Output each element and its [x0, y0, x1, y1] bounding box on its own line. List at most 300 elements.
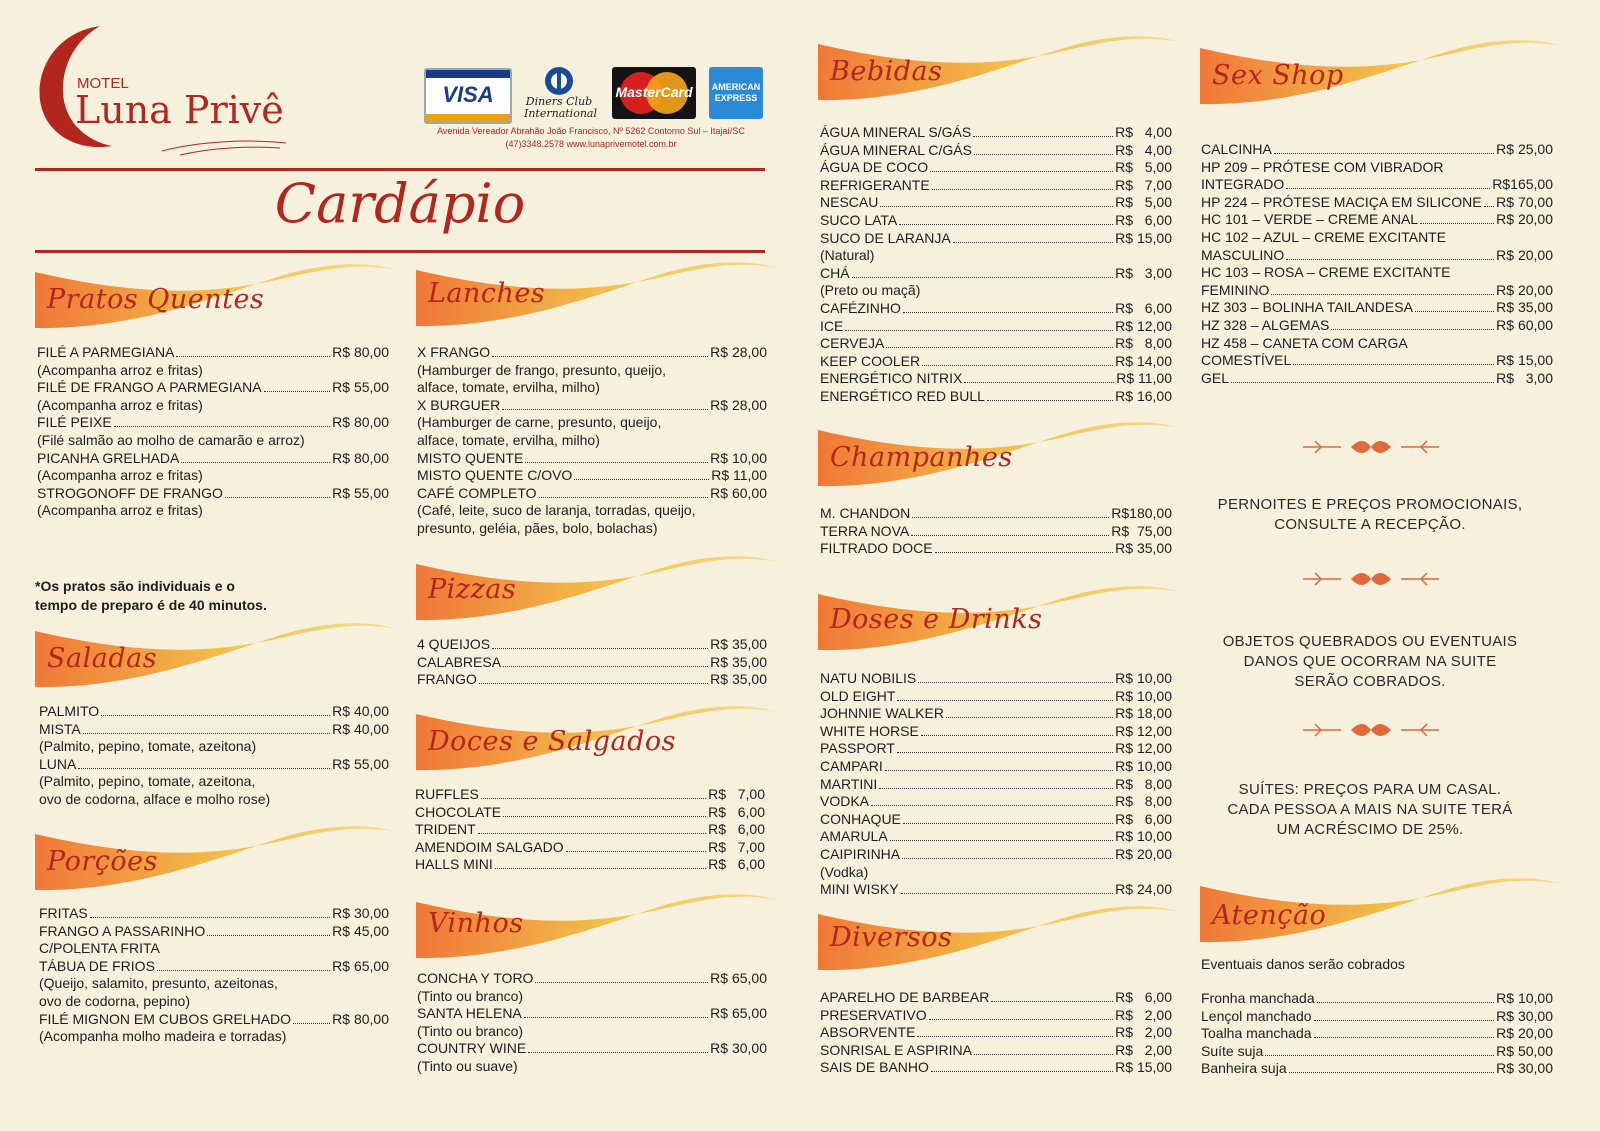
info-pernoites-line1: PERNOITES E PREÇOS PROMOCIONAIS,: [1217, 496, 1523, 513]
menu-item: [820, 388, 1172, 406]
banner-bebidas: [818, 30, 1183, 108]
menu-item-name: CAFÉZINHO: [820, 299, 901, 316]
dot-leader: [1286, 259, 1494, 260]
menu-item-name: APARELHO DE BARBEAR: [820, 989, 990, 1005]
menu-item: [1201, 1043, 1553, 1061]
dot-leader: [264, 391, 331, 392]
menu-item: [820, 300, 1172, 318]
menu-item-price: R$ 30,00: [710, 1040, 767, 1057]
menu-item-name: CAIPIRINHA: [820, 845, 901, 862]
info-objetos-line1: OBJETOS QUEBRADOS OU EVENTUAIS: [1222, 633, 1518, 650]
dot-leader: [935, 552, 1114, 553]
dot-leader: [903, 823, 1113, 824]
dot-leader: [953, 242, 1113, 243]
menu-item-name: HC 101 – VERDE – CREME ANAL: [1201, 211, 1419, 228]
menu-item-name: CHOCOLATE: [415, 803, 502, 820]
menu-item-name: FRANGO A PASSARINHO: [39, 922, 206, 939]
dot-leader: [503, 666, 708, 667]
dot-leader: [871, 805, 1113, 806]
info-suites-line2: CADA PESSOA A MAIS NA SUITE TERÁ: [1227, 801, 1513, 818]
banner-doces: [416, 700, 781, 778]
dot-leader: [1484, 206, 1495, 207]
menu-item-note: (Preto ou maçã): [820, 282, 921, 299]
menu-item-name: X FRANGO: [417, 344, 491, 360]
menu-item: [417, 485, 767, 503]
menu-item-price: R$ 8,00: [1115, 335, 1172, 352]
dot-leader: [524, 1017, 708, 1018]
menu-item: [820, 212, 1172, 230]
menu-item-price: R$ 8,00: [1115, 775, 1172, 792]
diners-card: [524, 66, 597, 120]
dot-leader: [566, 851, 707, 852]
menu-item-price: R$ 10,00: [710, 449, 767, 466]
menu-item: [415, 839, 765, 857]
menu-item: [1201, 352, 1553, 370]
menu-item-price: R$ 20,00: [1496, 211, 1553, 228]
menu-item-name: ICE: [820, 317, 844, 334]
menu-item-note: HC 103 – ROSA – CREME EXCITANTE: [1201, 264, 1451, 281]
dot-leader: [539, 497, 709, 498]
menu-item-price: R$ 20,00: [1496, 281, 1553, 298]
menu-item-price: R$ 30,00: [332, 905, 389, 921]
menu-item: [820, 740, 1172, 758]
menu-item-price: R$ 10,00: [1115, 828, 1172, 845]
menu-item: [820, 705, 1172, 723]
menu-item-name: INTEGRADO: [1201, 176, 1285, 193]
dot-leader: [897, 752, 1113, 753]
menu-item-name: ÁGUA MINERAL S/GÁS: [820, 124, 972, 140]
menu-item: [415, 804, 765, 822]
menu-item-price: R$ 7,00: [708, 786, 765, 802]
dot-leader: [535, 982, 708, 983]
menu-item-price: R$ 10,00: [1115, 757, 1172, 774]
menu-item-price: R$ 55,00: [332, 755, 389, 772]
menu-item-name: CALCINHA: [1201, 141, 1272, 157]
prep-note-line2: tempo de preparo é de 40 minutos.: [35, 597, 267, 613]
menu-item-name: HALLS MINI: [415, 856, 493, 873]
menu-item-price: R$ 80,00: [332, 449, 389, 466]
menu-item-name: Toalha manchada: [1201, 1025, 1312, 1042]
menu-item-name: MISTA: [39, 720, 81, 737]
menu-item: [820, 670, 1172, 688]
address: Avenida Vereador Abrahão João Francisco, Nº 5262 Contorno Sul – Itajaí/SC: [437, 126, 745, 136]
info-pernoites-line2: CONSULTE A RECEPÇÃO.: [1274, 516, 1466, 533]
divider-ornament: [1301, 570, 1441, 588]
dot-leader: [492, 356, 708, 357]
dot-leader: [225, 497, 330, 498]
dot-leader: [885, 770, 1113, 771]
menu-item-price: R$ 35,00: [710, 653, 767, 670]
dot-leader: [207, 935, 330, 936]
menu-item-name: CAFÉ COMPLETO: [417, 484, 537, 501]
menu-item-price: R$ 55,00: [332, 484, 389, 501]
banner-lanches: [416, 256, 781, 334]
dot-leader: [78, 768, 330, 769]
menu-item: [417, 970, 767, 988]
menu-item: [39, 703, 389, 721]
banner-vinhos: [416, 888, 781, 966]
menu-item-name: SUCO DE LARANJA: [820, 229, 951, 246]
menu-item: [820, 505, 1172, 523]
menu-item-name: RUFFLES: [415, 786, 479, 802]
section-title: Sex Shop: [1212, 60, 1344, 91]
dot-leader: [495, 868, 706, 869]
menu-item: [415, 786, 765, 804]
menu-item: [1201, 1025, 1553, 1043]
menu-item: [820, 1007, 1172, 1025]
dot-leader: [964, 382, 1114, 383]
menu-item: [417, 1005, 767, 1023]
atencao-subtitle: Eventuais danos serão cobrados: [1201, 956, 1405, 972]
menu-item-price: R$ 30,00: [1496, 1007, 1553, 1024]
menu-item-name: FILÉ PEIXE: [37, 414, 112, 431]
dot-leader: [912, 517, 1109, 518]
dot-leader: [987, 400, 1113, 401]
list-doces: [415, 786, 765, 874]
section-title: Pizzas: [428, 574, 517, 605]
brand-name: Luna Privê: [75, 88, 284, 132]
menu-item-name: SANTA HELENA: [417, 1005, 522, 1022]
menu-item-note: presunto, geléia, pães, bolo, bolachas): [417, 519, 658, 536]
banner-sexshop: [1200, 34, 1565, 112]
menu-item: [417, 467, 767, 485]
menu-item-price: R$ 6,00: [708, 821, 765, 838]
menu-item: [1201, 247, 1553, 265]
list-vinhos: [417, 970, 767, 1076]
section-title: Lanches: [428, 278, 546, 309]
dot-leader: [890, 840, 1113, 841]
amex-label-2: EXPRESS: [714, 93, 758, 103]
dot-leader: [901, 893, 1114, 894]
menu-item-name: VODKA: [820, 793, 870, 810]
dot-leader: [921, 735, 1113, 736]
dot-leader: [479, 683, 708, 684]
menu-item: [1201, 176, 1553, 194]
dot-leader: [974, 154, 1113, 155]
dot-leader: [478, 833, 707, 834]
menu-item-note: (Hamburger de carne, presunto, queijo,: [417, 414, 662, 431]
brand-motel: MOTEL: [77, 75, 129, 92]
dot-leader: [157, 970, 330, 971]
menu-item-name: X BURGUER: [417, 396, 501, 413]
menu-item-price: R$ 55,00: [332, 379, 389, 396]
menu-item-price: R$ 12,00: [1115, 740, 1172, 757]
menu-item-note: (Palmito, pepino, tomate, azeitona,: [39, 773, 256, 790]
menu-item: [1201, 1060, 1553, 1078]
dot-leader: [918, 682, 1113, 683]
menu-item-name: Suíte suja: [1201, 1042, 1264, 1059]
menu-item-price: R$ 20,00: [1496, 246, 1553, 263]
dot-leader: [1415, 311, 1494, 312]
menu-item: [820, 318, 1172, 336]
menu-item-price: R$ 80,00: [332, 344, 389, 360]
title-rule-top: [35, 168, 765, 171]
menu-item: [415, 821, 765, 839]
menu-item: [37, 344, 389, 362]
menu-item-price: R$ 16,00: [1115, 387, 1172, 404]
dot-leader: [931, 1071, 1113, 1072]
menu-item: [1201, 211, 1553, 229]
menu-item: [820, 540, 1172, 558]
dot-leader: [492, 648, 708, 649]
banner-doses: [818, 580, 1183, 658]
menu-item-price: R$ 3,00: [1496, 369, 1553, 386]
menu-item-name: MASCULINO: [1201, 246, 1285, 263]
prep-note: [35, 577, 267, 615]
diners-label: Diners Club: [525, 95, 593, 108]
menu-item-price: R$ 4,00: [1115, 124, 1172, 140]
menu-item: [820, 230, 1172, 248]
menu-item-price: R$ 6,00: [1115, 299, 1172, 316]
menu-item-name: PALMITO: [39, 703, 100, 719]
menu-item-name: FILÉ A PARMEGIANA: [37, 344, 175, 360]
menu-item-price: R$ 15,00: [1496, 352, 1553, 369]
prep-note-line1: *Os pratos são individuais e o: [35, 578, 235, 594]
dot-leader: [181, 462, 330, 463]
menu-item: [1201, 194, 1553, 212]
menu-item-name: ABSORVENTE: [820, 1024, 916, 1041]
banner-pizzas: [416, 550, 781, 628]
menu-item: [1201, 141, 1553, 159]
section-title: Porções: [47, 846, 158, 877]
dot-leader: [525, 462, 708, 463]
list-pizzas: [417, 636, 767, 689]
menu-item-note: (Acompanha arroz e fritas): [37, 502, 203, 519]
dot-leader: [1274, 153, 1494, 154]
menu-item-price: R$ 35,00: [1496, 299, 1553, 316]
menu-item: [820, 811, 1172, 829]
list-doses: [820, 670, 1172, 899]
dot-leader: [1420, 223, 1494, 224]
info-objetos-line3: SERÃO COBRADOS.: [1294, 673, 1446, 690]
menu-item-name: TERRA NOVA: [820, 522, 910, 539]
menu-item-price: R$ 6,00: [708, 856, 765, 873]
dot-leader: [930, 171, 1113, 172]
menu-item: [39, 1011, 389, 1029]
menu-item: [820, 828, 1172, 846]
menu-item: [820, 846, 1172, 864]
menu-item-price: R$ 6,00: [708, 803, 765, 820]
dot-leader: [991, 1001, 1113, 1002]
amex-card: [709, 67, 763, 119]
dot-leader: [528, 1052, 708, 1053]
menu-item-note: (Acompanha arroz e fritas): [37, 467, 203, 484]
dot-leader: [481, 798, 706, 799]
menu-item: [820, 142, 1172, 160]
menu-item-name: M. CHANDON: [820, 505, 911, 521]
menu-item-name: SUCO LATA: [820, 211, 898, 228]
banner-porcoes: [35, 820, 400, 898]
menu-item-name: PASSPORT: [820, 740, 895, 757]
menu-item-note: HP 209 – PRÓTESE COM VIBRADOR: [1201, 158, 1444, 175]
menu-item-note: (Acompanha molho madeira e torradas): [39, 1028, 287, 1045]
menu-item-note: (Hamburger de frango, presunto, queijo,: [417, 361, 667, 378]
section-title: Diversos: [830, 922, 953, 953]
menu-item-name: FILÉ DE FRANGO A PARMEGIANA: [37, 379, 262, 396]
section-title: Bebidas: [830, 56, 943, 87]
menu-item-name: TÁBUA DE FRIOS: [39, 957, 155, 974]
info-suites: [1200, 780, 1540, 840]
menu-item-note: (Acompanha arroz e fritas): [37, 396, 203, 413]
menu-item-note: (Palmito, pepino, tomate, azeitona): [39, 738, 257, 755]
menu-item-name: AMARULA: [820, 828, 888, 845]
dot-leader: [293, 1023, 330, 1024]
section-title: Pratos Quentes: [47, 284, 265, 315]
dot-leader: [1286, 188, 1490, 189]
dot-leader: [114, 426, 330, 427]
logo: [30, 22, 300, 157]
menu-item-price: R$ 65,00: [710, 1005, 767, 1022]
menu-item-name: GEL: [1201, 369, 1230, 386]
menu-item-note: HZ 458 – CANETA COM CARGA: [1201, 334, 1408, 351]
menu-item-price: R$ 3,00: [1115, 264, 1172, 281]
menu-item-name: MISTO QUENTE: [417, 449, 524, 466]
menu-item-note: ovo de codorna, alface e molho rose): [39, 790, 271, 807]
list-bebidas: [820, 124, 1172, 406]
dot-leader: [880, 206, 1113, 207]
dot-leader: [852, 277, 1114, 278]
menu-item-name: SAIS DE BANHO: [820, 1059, 929, 1076]
menu-item-name: HZ 328 – ALGEMAS: [1201, 316, 1330, 333]
menu-item-name: WHITE HORSE: [820, 722, 919, 739]
menu-item-price: R$ 6,00: [1115, 989, 1172, 1005]
visa-label: VISA: [442, 82, 494, 107]
menu-item-note: HC 102 – AZUL – CREME EXCITANTE: [1201, 228, 1447, 245]
dot-leader: [974, 1054, 1113, 1055]
menu-item-name: NATU NOBILIS: [820, 670, 917, 686]
menu-item-price: R$ 7,00: [1115, 176, 1172, 193]
menu-item: [417, 636, 767, 654]
menu-item-price: R$ 2,00: [1115, 1041, 1172, 1058]
menu-item-name: FILTRADO DOCE: [820, 540, 933, 557]
menu-item-note: alface, tomate, ervilha, milho): [417, 431, 600, 448]
info-pernoites: [1200, 495, 1540, 535]
menu-item-price: R$ 35,00: [710, 636, 767, 652]
menu-item-name: CONCHA Y TORO: [417, 970, 534, 986]
menu-item: [415, 856, 765, 874]
dot-leader: [1317, 1002, 1495, 1003]
menu-item: [1201, 370, 1553, 388]
banner-pratos: [35, 258, 400, 336]
list-pratos: [37, 344, 389, 520]
menu-item-price: R$ 12,00: [1115, 722, 1172, 739]
menu-item: [39, 958, 389, 976]
list-saladas: [39, 703, 389, 809]
menu-item-name: 4 QUEIJOS: [417, 636, 491, 652]
menu-item-name: Lençol manchado: [1201, 1007, 1312, 1024]
menu-item-price: R$ 70,00: [1496, 193, 1553, 210]
section-title: Vinhos: [428, 908, 524, 939]
menu-item: [820, 989, 1172, 1007]
section-title: Doses e Drinks: [830, 604, 1043, 635]
dot-leader: [973, 136, 1113, 137]
menu-item-note: alface, tomate, ervilha, milho): [417, 379, 600, 396]
menu-item-price: R$ 5,00: [1115, 194, 1172, 211]
menu-item-name: AMENDOIM SALGADO: [415, 838, 564, 855]
menu-item-name: CONHAQUE: [820, 810, 901, 827]
diners-icon: [524, 66, 594, 96]
page-title: Cardápio: [274, 172, 526, 235]
menu-item-price: R$ 80,00: [332, 414, 389, 431]
menu-item: [820, 265, 1172, 283]
diners-label-2: International: [524, 107, 597, 120]
list-atencao: [1201, 990, 1553, 1078]
menu-item-name: ENERGÉTICO NITRIX: [820, 370, 963, 387]
mastercard-label: MasterCard: [615, 84, 693, 100]
menu-item-price: R$ 35,00: [1115, 540, 1172, 557]
menu-item-name: COMESTÍVEL: [1201, 352, 1292, 369]
menu-item: [820, 881, 1172, 899]
menu-item: [820, 1042, 1172, 1060]
menu-item-price: R$ 28,00: [710, 396, 767, 413]
menu-item-price: R$ 6,00: [1115, 211, 1172, 228]
menu-item-note: (Café, leite, suco de laranja, torradas, queijo,: [417, 502, 696, 519]
menu-item: [417, 654, 767, 672]
menu-item-note: (Vodka): [820, 863, 869, 880]
menu-item: [417, 450, 767, 468]
dot-leader: [1314, 1037, 1495, 1038]
menu-item-note: C/POLENTA FRITA: [39, 940, 160, 957]
dot-leader: [879, 788, 1113, 789]
menu-item: [37, 414, 389, 432]
section-title: Champanhes: [830, 442, 1013, 473]
menu-item-note: (Filé salmão ao molho de camarão e arroz): [37, 431, 305, 448]
menu-item-price: R$ 10,00: [1115, 687, 1172, 704]
list-champanhes: [820, 505, 1172, 558]
menu-item: [39, 721, 389, 739]
dot-leader: [1231, 382, 1494, 383]
menu-item: [820, 758, 1172, 776]
dot-leader: [946, 717, 1113, 718]
menu-item: [820, 793, 1172, 811]
menu-item-price: R$ 11,00: [711, 467, 767, 484]
menu-item-name: OLD EIGHT: [820, 687, 896, 704]
menu-item-name: MISTO QUENTE C/OVO: [417, 467, 573, 484]
menu-item: [39, 905, 389, 923]
menu-item-name: HZ 303 – BOLINHA TAILANDESA: [1201, 299, 1413, 316]
menu-item-price: R$ 8,00: [1115, 793, 1172, 810]
menu-item-name: NESCAU: [820, 194, 879, 211]
menu-item-price: R$ 24,00: [1115, 881, 1172, 898]
menu-item-name: SONRISAL E ASPIRINA: [820, 1041, 972, 1058]
menu-item-note: (Tinto ou branco): [417, 987, 524, 1004]
section-title: Atenção: [1212, 900, 1327, 931]
menu-item-name: PRESERVATIVO: [820, 1006, 927, 1023]
menu-item: [820, 776, 1172, 794]
list-diversos: [820, 989, 1172, 1077]
menu-item-price: R$ 4,00: [1115, 141, 1172, 158]
menu-item-price: R$ 6,00: [1115, 810, 1172, 827]
dot-leader: [502, 409, 708, 410]
contact: (47)3348.2578 www.lunaprivemotel.com.br: [505, 139, 677, 149]
menu-item: [820, 723, 1172, 741]
menu-item-price: R$ 45,00: [332, 922, 389, 939]
menu-item-name: MINI WISKY: [820, 881, 899, 898]
menu-item: [37, 485, 389, 503]
menu-item: [1201, 1008, 1553, 1026]
list-porcoes: [39, 905, 389, 1046]
info-suites-line1: SUÍTES: PREÇOS PARA UM CASAL.: [1238, 781, 1502, 798]
dot-leader: [1289, 1072, 1495, 1073]
list-lanches: [417, 344, 767, 538]
menu-item: [820, 124, 1172, 142]
dot-leader: [176, 356, 330, 357]
dot-leader: [101, 715, 330, 716]
menu-item: [417, 344, 767, 362]
menu-item-name: TRIDENT: [415, 821, 476, 838]
menu-item-price: R$ 12,00: [1115, 317, 1172, 334]
menu-item: [820, 1024, 1172, 1042]
